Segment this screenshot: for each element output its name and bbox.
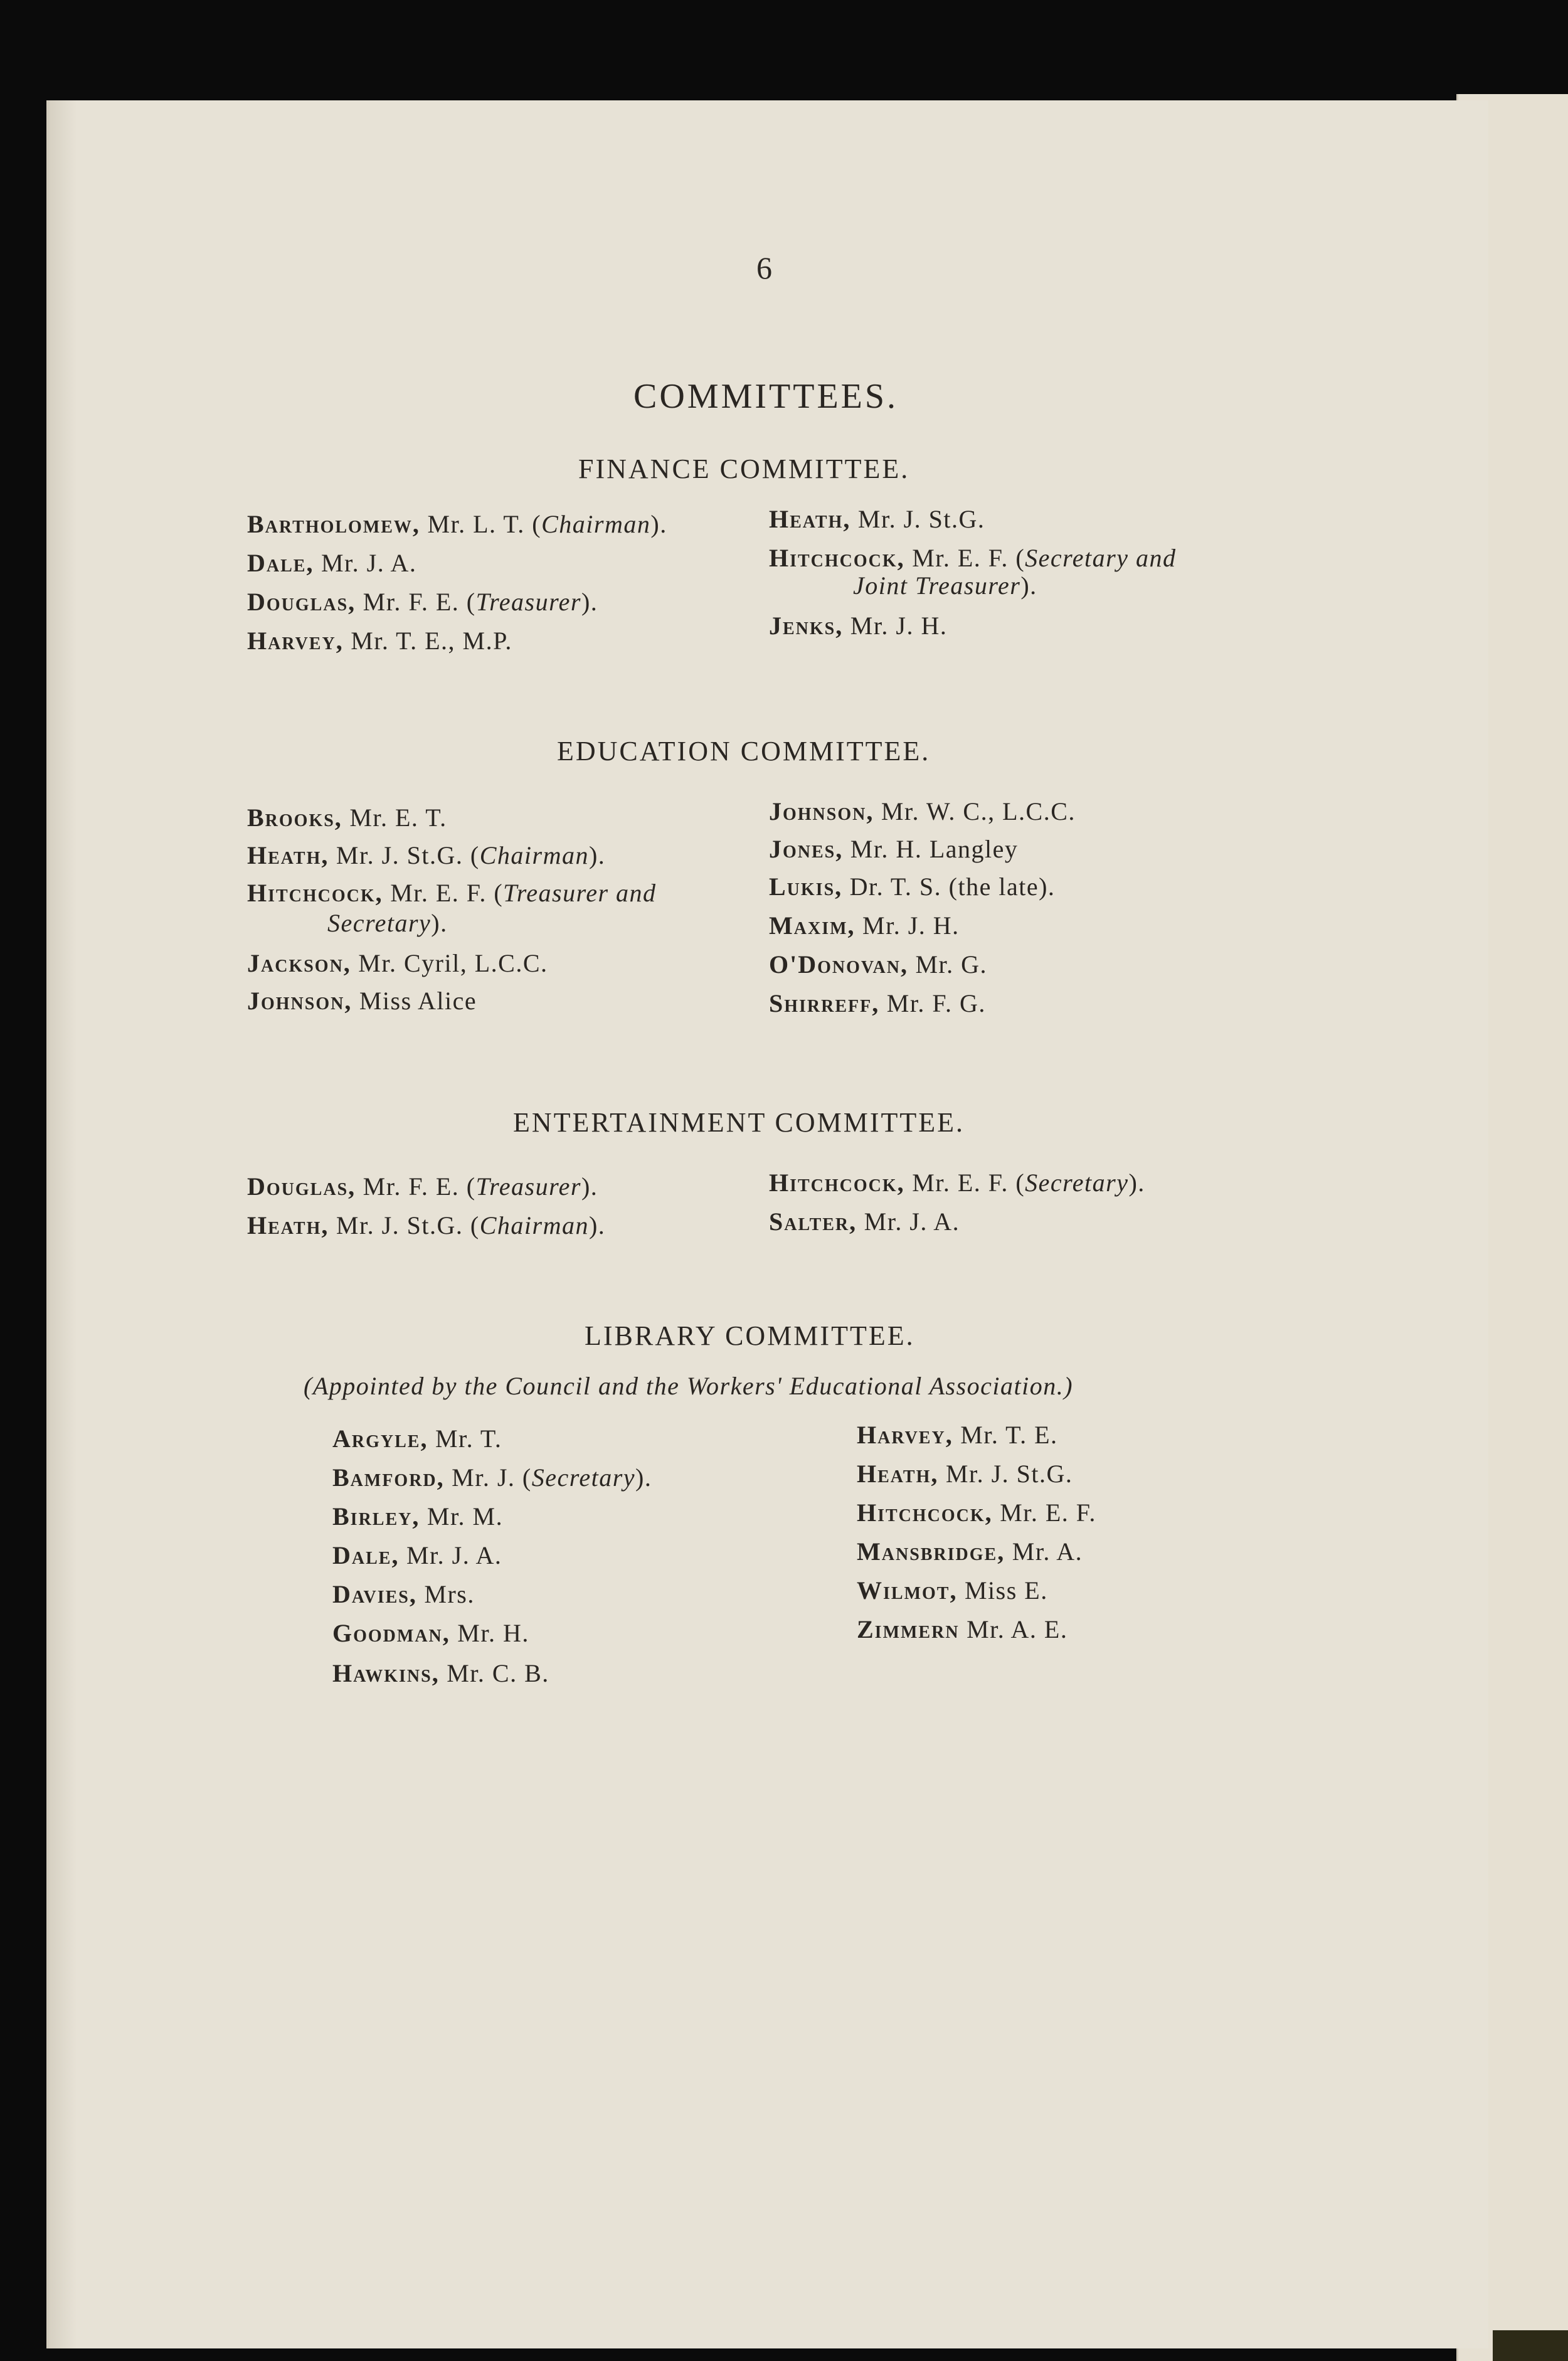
member-details: Mr. E. F.	[992, 1499, 1096, 1527]
member-entry	[332, 1502, 503, 1531]
member-details: Mr. T. E.	[953, 1421, 1058, 1449]
member-surname: Dale,	[247, 549, 314, 577]
member-entry	[247, 878, 657, 908]
member-entry	[247, 803, 447, 832]
book-cover-edge	[1493, 2330, 1568, 2361]
member-details: Mr. J. A.	[314, 549, 417, 577]
member-role-close: ).	[1128, 1169, 1145, 1197]
member-details: Mr. W. C., L.C.C.	[874, 797, 1076, 825]
member-role: Chairman	[541, 510, 651, 538]
entertainment-committee-heading: ENTERTAINMENT COMMITTEE.	[513, 1107, 965, 1138]
member-entry	[769, 504, 985, 534]
member-role: Treasurer	[475, 1172, 581, 1201]
member-surname: Harvey,	[247, 627, 344, 655]
page-spine-shadow	[49, 100, 77, 2348]
member-entry	[247, 986, 477, 1016]
page-number: 6	[756, 250, 772, 285]
member-surname: Shirreff,	[769, 989, 880, 1017]
member-role: Treasurer	[475, 588, 581, 616]
member-entry	[332, 1658, 549, 1688]
member-details: Mr. J. St.G. (	[329, 841, 480, 869]
member-details: Mr. J. St.G.	[850, 505, 985, 533]
member-entry	[332, 1579, 475, 1609]
member-role-close: ).	[581, 588, 598, 616]
member-surname: Davies,	[332, 1580, 417, 1608]
member-surname: O'Donovan,	[769, 950, 908, 979]
member-details: Mr. C. B.	[439, 1659, 549, 1687]
library-committee-heading: LIBRARY COMMITTEE.	[585, 1320, 915, 1351]
member-entry	[327, 908, 448, 938]
member-entry	[332, 1424, 502, 1453]
member-details: Mr. E. F. (	[383, 879, 504, 907]
member-role: Joint Treasurer	[853, 571, 1021, 600]
member-details: Mrs.	[416, 1580, 475, 1608]
member-entry	[769, 1168, 1145, 1197]
member-entry	[247, 1211, 605, 1240]
member-details: Mr. G.	[908, 950, 988, 979]
member-role: Chairman	[479, 841, 589, 869]
member-details: Miss Alice	[352, 987, 477, 1015]
member-role: Treasurer and	[503, 879, 657, 907]
member-entry	[247, 948, 548, 978]
member-surname: Maxim,	[769, 911, 856, 940]
member-role-close: ).	[431, 909, 448, 937]
page-title: COMMITTEES.	[633, 377, 898, 416]
member-details: Mr. J. H.	[855, 911, 960, 940]
member-details: Mr. L. T. (	[420, 510, 542, 538]
member-surname: Hitchcock,	[769, 1169, 905, 1197]
member-entry	[247, 841, 605, 870]
member-details: Mr. Cyril, L.C.C.	[351, 949, 548, 977]
member-entry	[247, 509, 667, 539]
member-surname: Jackson,	[247, 949, 351, 977]
member-details: Mr. J. A.	[399, 1541, 502, 1569]
member-entry	[769, 611, 947, 640]
member-surname: Wilmot,	[857, 1576, 958, 1605]
member-entry	[853, 571, 1037, 600]
member-surname: Argyle,	[332, 1425, 428, 1453]
member-details: Mr. M.	[420, 1502, 504, 1531]
member-surname: Lukis,	[769, 873, 843, 901]
member-entry	[247, 1172, 598, 1201]
member-surname: Heath,	[247, 841, 329, 869]
finance-committee-heading: FINANCE COMMITTEE.	[578, 454, 910, 484]
member-entry	[769, 543, 1176, 573]
member-details: Mr. E. F. (	[904, 1169, 1025, 1197]
member-role-close: ).	[588, 841, 606, 869]
member-entry	[769, 911, 960, 940]
member-surname: Birley,	[332, 1502, 420, 1531]
library-appointment-note: (Appointed by the Council and the Workers' Educational Association.)	[304, 1372, 1074, 1400]
member-details: Dr. T. S. (the late).	[842, 873, 1056, 901]
member-entry	[857, 1576, 1048, 1605]
member-entry	[247, 548, 416, 578]
member-entry	[247, 587, 598, 617]
member-role-close: ).	[1020, 571, 1037, 600]
member-role: Chairman	[479, 1211, 589, 1239]
member-details: Mr. F. E. (	[356, 1172, 476, 1201]
member-surname: Johnson,	[769, 797, 874, 825]
member-surname: Douglas,	[247, 1172, 356, 1201]
member-role-close: ).	[635, 1463, 652, 1492]
member-details: Mr. J. St.G. (	[329, 1211, 480, 1239]
member-role: Secretary	[327, 909, 432, 937]
member-entry	[769, 797, 1076, 826]
member-entry	[769, 1207, 960, 1236]
member-details: Mr. F. G.	[879, 989, 986, 1017]
member-surname: Hitchcock,	[247, 879, 383, 907]
member-details: Mr. A.	[1005, 1537, 1083, 1566]
member-surname: Harvey,	[857, 1421, 953, 1449]
member-details: Mr. A. E.	[959, 1615, 1068, 1643]
member-entry	[857, 1498, 1096, 1527]
member-details: Mr. H. Langley	[843, 835, 1019, 863]
member-surname: Dale,	[332, 1541, 400, 1569]
member-surname: Hitchcock,	[769, 544, 905, 572]
education-committee-heading: EDUCATION COMMITTEE.	[557, 736, 931, 767]
member-surname: Heath,	[857, 1460, 939, 1488]
member-surname: Heath,	[769, 505, 851, 533]
member-surname: Douglas,	[247, 588, 356, 616]
member-role-close: ).	[650, 510, 667, 538]
member-entry	[769, 989, 986, 1018]
member-details: Mr. F. E. (	[356, 588, 476, 616]
member-details: Miss E.	[957, 1576, 1048, 1605]
member-surname: Johnson,	[247, 987, 352, 1015]
member-surname: Hawkins,	[332, 1659, 440, 1687]
member-entry	[332, 1618, 529, 1648]
member-entry	[769, 834, 1018, 864]
member-role: Secretary	[531, 1463, 636, 1492]
member-details: Mr. T. E., M.P.	[343, 627, 512, 655]
member-entry	[769, 950, 987, 979]
member-details: Mr. J. H.	[843, 612, 948, 640]
member-entry	[857, 1420, 1058, 1450]
member-details: Mr. J. A.	[857, 1207, 960, 1236]
member-entry	[857, 1615, 1067, 1644]
member-surname: Zimmern	[857, 1615, 960, 1643]
member-surname: Jenks,	[769, 612, 844, 640]
member-details: Mr. H.	[450, 1619, 529, 1647]
member-entry	[769, 872, 1055, 901]
member-surname: Goodman,	[332, 1619, 450, 1647]
member-surname: Bartholomew,	[247, 510, 420, 538]
member-surname: Brooks,	[247, 804, 342, 832]
member-entry	[332, 1463, 652, 1492]
member-role-close: ).	[581, 1172, 598, 1201]
member-entry	[332, 1541, 502, 1570]
member-details: Mr. E. T.	[342, 804, 447, 832]
member-role: Secretary	[1025, 1169, 1129, 1197]
member-surname: Salter,	[769, 1207, 857, 1236]
member-role: Secretary and	[1025, 544, 1177, 572]
member-surname: Mansbridge,	[857, 1537, 1005, 1566]
member-surname: Heath,	[247, 1211, 329, 1239]
member-surname: Bamford,	[332, 1463, 445, 1492]
member-details: Mr. T.	[428, 1425, 502, 1453]
member-details: Mr. J. (	[444, 1463, 532, 1492]
member-surname: Hitchcock,	[857, 1499, 993, 1527]
member-details: Mr. J. St.G.	[938, 1460, 1073, 1488]
member-entry	[857, 1459, 1073, 1488]
member-entry	[247, 626, 512, 655]
member-details: Mr. E. F. (	[904, 544, 1025, 572]
member-surname: Jones,	[769, 835, 844, 863]
member-role-close: ).	[588, 1211, 606, 1239]
member-entry	[857, 1537, 1083, 1566]
